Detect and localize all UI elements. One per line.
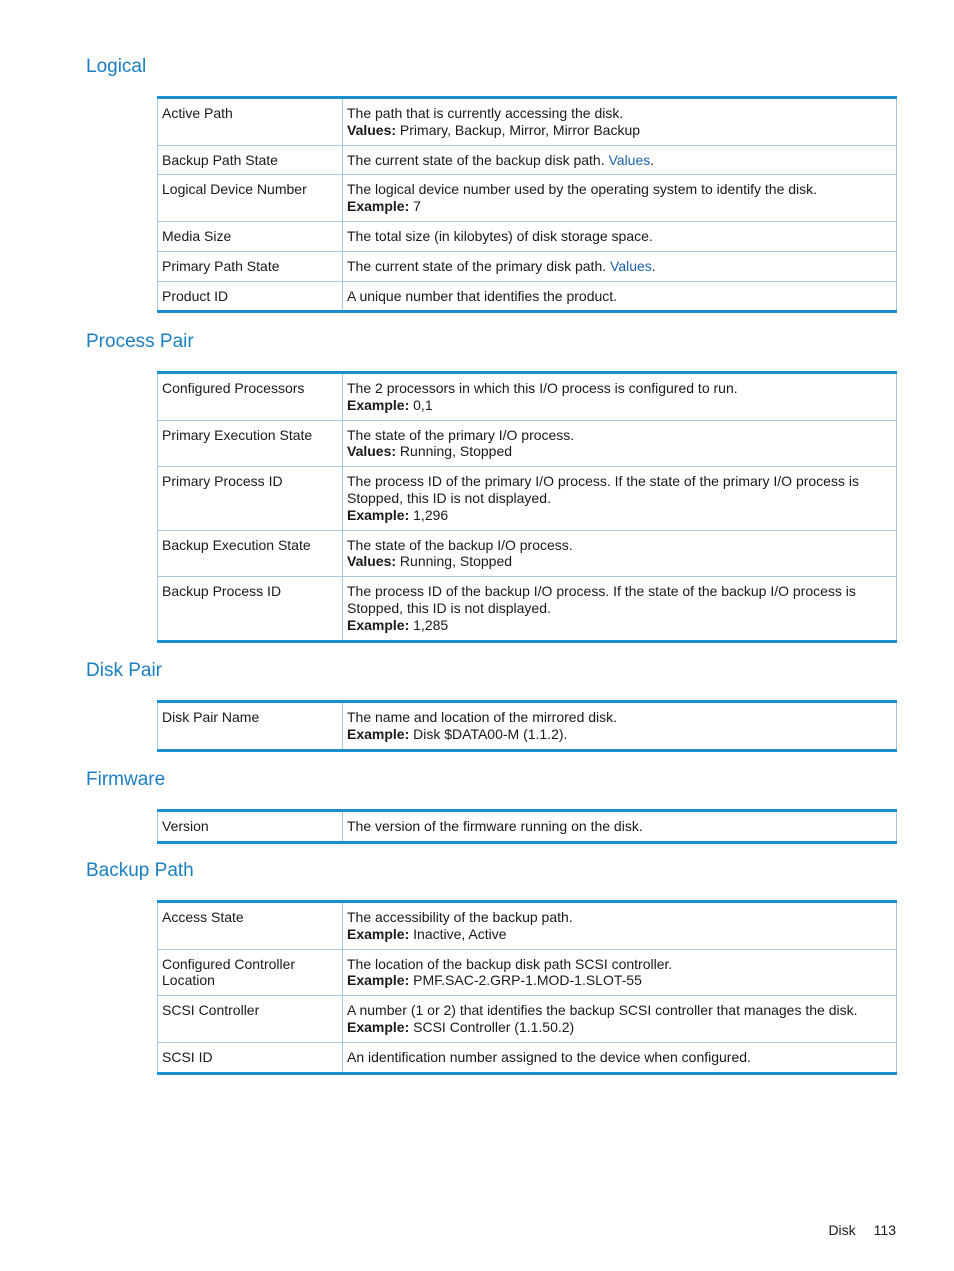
page-number: 113 [873, 1222, 896, 1238]
field-description: The process ID of the primary I/O process. If the state of the primary I/O process is Stopped, this ID is not displayed. Example: 1,296 [343, 467, 897, 530]
table-row [158, 1042, 897, 1073]
table-row [158, 221, 897, 251]
field-name: Access State [158, 902, 343, 950]
table-row [158, 702, 897, 751]
table-row [158, 949, 897, 996]
table-row [158, 281, 897, 312]
field-name: Backup Path State [158, 145, 343, 175]
page-footer [828, 1222, 896, 1238]
field-name: Disk Pair Name [158, 702, 343, 751]
section-title-backup-path: Backup Path [86, 860, 194, 881]
values-link[interactable]: Values [608, 151, 651, 168]
table-row [158, 145, 897, 175]
field-description: The location of the backup disk path SCSI controller. Example: PMF.SAC-2.GRP-1.MOD-1.SLOT-55 [343, 949, 897, 996]
field-description: A number (1 or 2) that identifies the backup SCSI controller that manages the disk. Example: SCSI Controller (1.1.50.2) [343, 996, 897, 1043]
field-name: Primary Path State [158, 251, 343, 281]
field-name: Active Path [158, 98, 343, 146]
field-description: The current state of the backup disk path. Values. [343, 145, 897, 175]
section-title-disk-pair: Disk Pair [86, 660, 163, 681]
field-description: The total size (in kilobytes) of disk storage space. [343, 221, 897, 251]
field-name: Version [158, 811, 343, 843]
field-name: Media Size [158, 221, 343, 251]
table-row [158, 175, 897, 222]
section-title-firmware: Firmware [86, 769, 166, 790]
firmware-table [157, 809, 897, 844]
field-name: Primary Process ID [158, 467, 343, 530]
field-description: The accessibility of the backup path. Example: Inactive, Active [343, 902, 897, 950]
field-name: Backup Process ID [158, 577, 343, 641]
field-description: The current state of the primary disk path. Values. [343, 251, 897, 281]
field-description: The name and location of the mirrored disk. Example: Disk $DATA00-M (1.1.2). [343, 702, 897, 751]
section-title-logical: Logical [86, 56, 147, 77]
table-row [158, 577, 897, 641]
field-description: The process ID of the backup I/O process. If the state of the backup I/O process is Stopped, this ID is not displayed. Example: 1,285 [343, 577, 897, 641]
field-description: The 2 processors in which this I/O process is configured to run. Example: 0,1 [343, 373, 897, 421]
table-row [158, 373, 897, 421]
table-row [158, 98, 897, 146]
field-description: An identification number assigned to the device when configured. [343, 1042, 897, 1073]
field-description: A unique number that identifies the product. [343, 281, 897, 312]
table-row [158, 811, 897, 843]
field-description: The path that is currently accessing the disk. Values: Primary, Backup, Mirror, Mirror Backup [343, 98, 897, 146]
process-pair-table [157, 371, 897, 643]
values-link[interactable]: Values [610, 257, 652, 274]
field-name: SCSI Controller [158, 996, 343, 1043]
field-name: Primary Execution State [158, 420, 343, 467]
table-row [158, 902, 897, 950]
field-name: Logical Device Number [158, 175, 343, 222]
table-row [158, 251, 897, 281]
logical-table [157, 96, 897, 313]
field-name: SCSI ID [158, 1042, 343, 1073]
field-description: The version of the firmware running on the disk. [343, 811, 897, 843]
field-name: Configured Processors [158, 373, 343, 421]
field-description: The logical device number used by the operating system to identify the disk. Example: 7 [343, 175, 897, 222]
table-row [158, 530, 897, 577]
section-title-process-pair: Process Pair [86, 331, 194, 352]
disk-pair-table [157, 700, 897, 752]
field-name: Backup Execution State [158, 530, 343, 577]
table-row [158, 420, 897, 467]
footer-label: Disk [828, 1222, 856, 1238]
field-name: Product ID [158, 281, 343, 312]
field-description: The state of the backup I/O process. Values: Running, Stopped [343, 530, 897, 577]
backup-path-table [157, 900, 897, 1075]
table-row [158, 996, 897, 1043]
table-row [158, 467, 897, 530]
field-name: Configured Controller Location [158, 949, 343, 996]
field-description: The state of the primary I/O process. Values: Running, Stopped [343, 420, 897, 467]
